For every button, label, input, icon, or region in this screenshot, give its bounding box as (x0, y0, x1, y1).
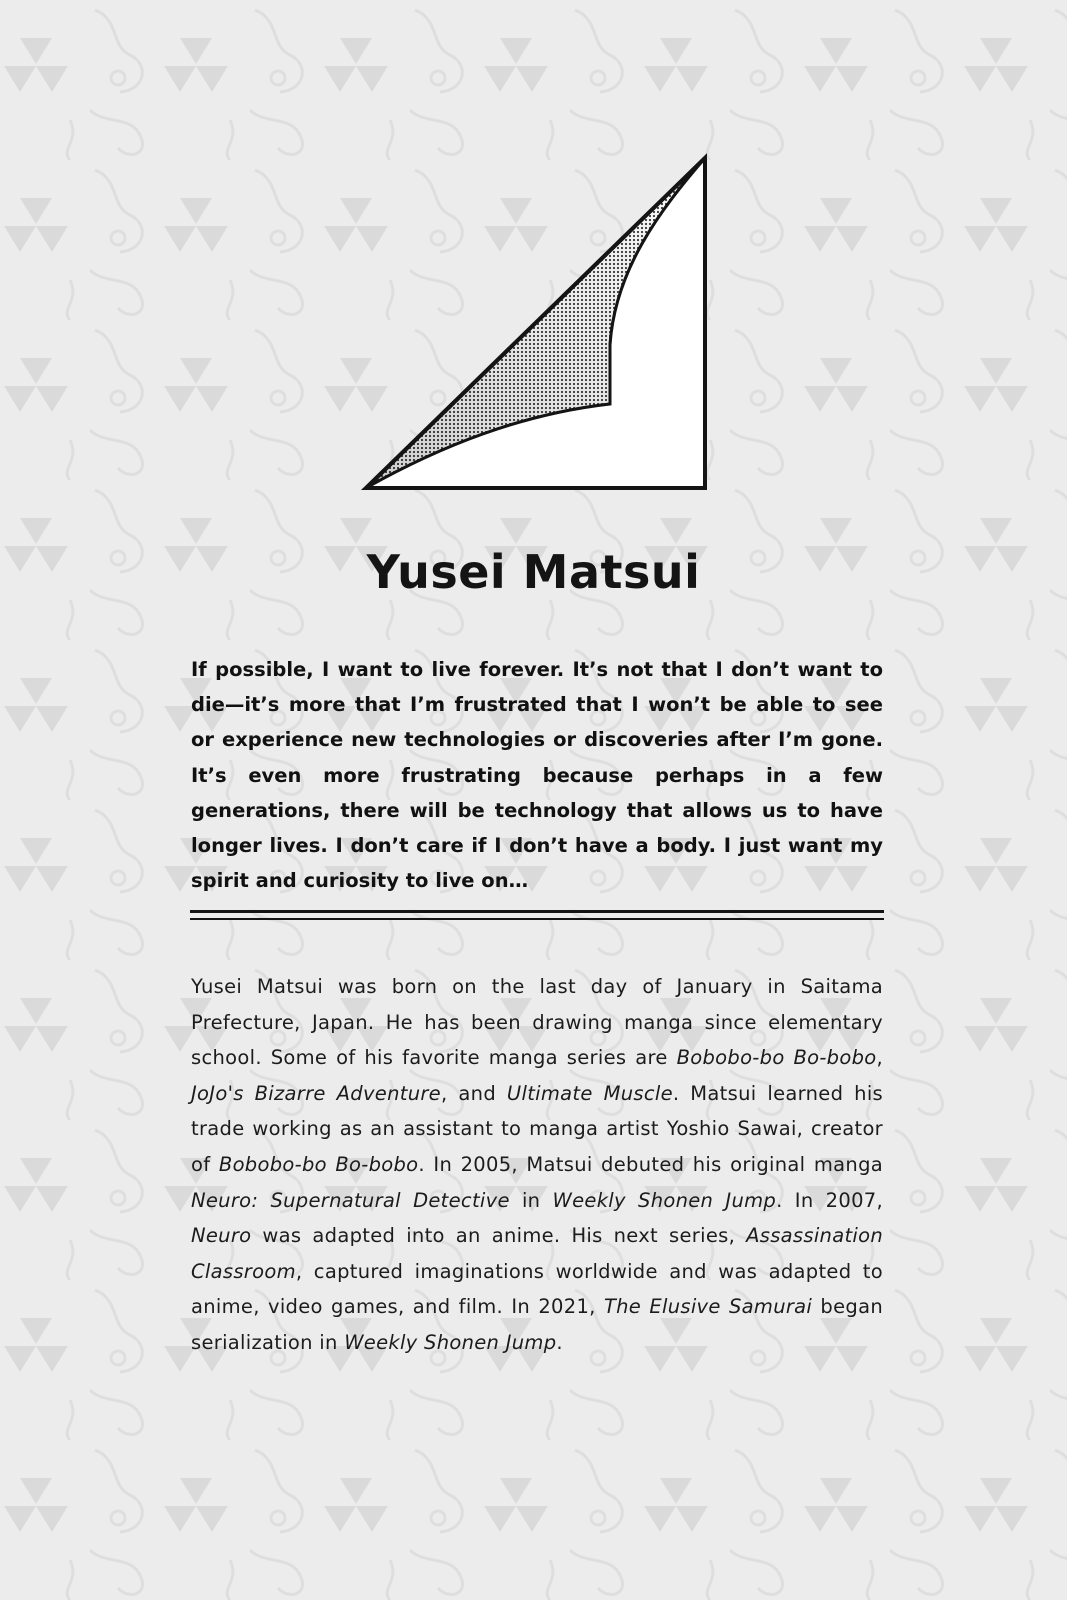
bio-title: JoJo's Bizarre Adventure (191, 1081, 441, 1105)
bio-title: Bobobo-bo Bo-bobo (218, 1152, 419, 1176)
bio-title: Weekly Shonen Jump (344, 1330, 557, 1354)
bio-text: , captured imaginations worldwide and was adapted to anime, video games, and film. In 2021, (191, 1259, 883, 1319)
author-quote: If possible, I want to live forever. It’s not that I don’t want to die—it’s more that I’m frustrated that I won’t be able to see or experience new technologies or discoveries after I’m gone. It’s even more frustrating because perhaps in a few generations, there will be technology that allows us to have longer lives. I don’t care if I don’t have a body. I just want my spirit and curiosity to live on… (191, 658, 883, 893)
bio-text: , and (440, 1081, 507, 1105)
bio-text: . Matsui learned his trade working as an assistant to manga artist Yoshio Sawai, creator of (191, 1081, 884, 1176)
bio-text: . (556, 1330, 563, 1354)
bio-text: in (509, 1188, 553, 1212)
author-bio (191, 969, 883, 1361)
bio-title: Weekly Shonen Jump (552, 1188, 777, 1212)
divider-line-top (190, 910, 884, 913)
bio-text: . In 2007, (776, 1188, 884, 1212)
bio-title: Bobobo-bo Bo-bobo (676, 1046, 877, 1070)
bio-text: was adapted into an anime. His next series, (251, 1224, 747, 1248)
bio-title: Ultimate Muscle (506, 1081, 673, 1105)
author-name: Yusei Matsui (366, 545, 701, 599)
bio-text: . In 2005, Matsui debuted his original manga (418, 1152, 884, 1176)
bio-text: , (876, 1046, 884, 1070)
bio-title: The Elusive Samurai (603, 1295, 813, 1319)
bio-title: Neuro: Supernatural Detective (191, 1188, 510, 1212)
torn-corner-emblem (360, 150, 710, 500)
divider-line-bottom (190, 918, 884, 920)
bio-title: Assassination Classroom (191, 1224, 883, 1283)
bio-title: Neuro (191, 1224, 252, 1248)
bio-text: began serialization in (191, 1295, 883, 1354)
bio-text: Yusei Matsui was born on the last day of January in Saitama Prefecture, Japan. He has been drawing manga since elementary school. Some of his favorite manga series are (191, 975, 883, 1070)
